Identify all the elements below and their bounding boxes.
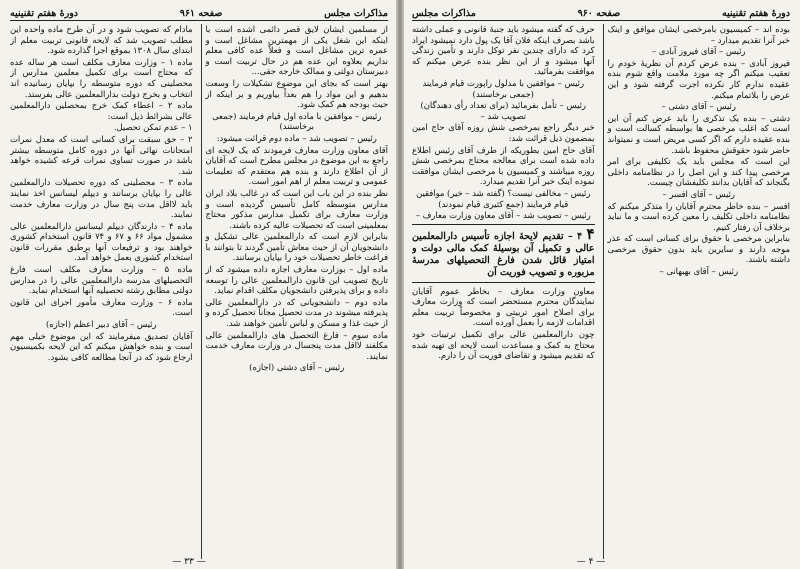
article: ماده سوم – فارغ التحصیل های دارالمعلمین عالی مکلفند لااقل مدت پنجسال در وزارت معارف خدمت نمایند. (205, 329, 388, 361)
speaker-line: رئیس – تصویب شد – ماده دوم قرائت میشود: (216, 132, 377, 143)
speaker-line: رئیس – آقای بهبهانی – (659, 266, 738, 277)
paragraph: بنابراین لازم است که دارالمعلمین عالی تشکیل و دانشجویان آن از حیث معاش تأمین گردند تا بتوانند با فراغت خاطر تحصیلات خود را بپایان برسانند. (205, 231, 388, 263)
page-header (412, 6, 790, 21)
section-marker: ۴ (586, 224, 595, 243)
article: ماده ۳ – محصلینی که دوره تحصیلات دارالمعلمین عالی را بپایان برسانند و دیپلم لیسانس اخذ نمایند باید لااقل مدت پنج سال در وزارت معارف خدمت نمایند. (10, 177, 193, 220)
header-page-number: صفحه ۹۶۰ (577, 7, 621, 19)
speaker-line: رئیس – تأمل بفرمائید (برای تعداد رأی دهندگان) تصویب شد – (420, 100, 586, 121)
page-header (10, 6, 388, 21)
page-961 (0, 0, 398, 569)
paragraph: خبر دیگر راجع بمرخصی شش روزه آقای حاج امین بمضمون ذیل قرائت شد: (412, 122, 595, 143)
header-session: دورهٔ هفتم تقنینیه (10, 7, 79, 19)
paragraph: مادام که تصویب شود و در آن طرح ماده واحده این مطلب تصویب شد که لایحه قانونی تربیت معلم از ابتدای سال ۱۳۰۸ بموقع اجرا گذارده شود. (10, 24, 193, 56)
paragraph: نظر بنده در این باب این است که در غالب بلاد ایران مدارس متوسطه کامل تأسیس گردیده است و وزارت معارف برای تکمیل مدارس مذکور محتاج بمعلمینی است که تحصیلات عالیه کرده باشند. (205, 187, 388, 230)
page-footer-number: — ۴ — (576, 557, 606, 567)
left-page-left-column (10, 24, 193, 559)
paragraph: از مسلمین ایشان لایق قصر دائمی اشده است با اینکه این شغل یکی از مهمترین مشاغل است و عمره ترین مشاغل است و فعلاً عده کافی معلم نداریم بعلاوه این عده هم در حال تربیت است و دبیرستان دولتی و ممالک خارجه حقی... (205, 24, 388, 77)
paragraph: آقای معاون وزارت معارف فرمودند که یک لایحه ای راجع به این موضوع در مجلس مطرح است که آقایان از آن اطلاع دارند و بنده هم معتقدم که تعلیمات عمومی و تربیت معلم از اهم امور است. (205, 144, 388, 187)
header-session: دورهٔ هفتم تقنینیه (721, 7, 790, 19)
speaker-line: رئیس – آقای فیروز آبادی – (652, 46, 746, 57)
article-clause: ۲ – حق سبقت برای کسانی است که معدل نمرات امتحانات نهائی آنها در دوره کامل متوسطه بیشتر باشد در صورت تساوی نمرات قرعه کشیده خواهد شد. (10, 133, 193, 176)
paragraph: آقای حاج امین بطوریکه از طرف آقای رئیس اطلاع داده شده است برای معالجه محتاج بمرخصی شش روزه میباشند و کمیسیون با مرخصی ایشان موافقت نموده اینک خبر آنرا تقدیم میدارد. (412, 144, 595, 187)
speaker-line: رئیس – موافقین با مدلول راپورت قیام فرمایند (جمعی برخاستند) (422, 77, 585, 99)
paragraph: چون دارالمعلمین عالی برای تکمیل ترتیبات خود محتاج به کمک و مساعدت است لایحه ای تهیه شده که تقدیم میشود و تقاضای فوریت آن را دارم. (412, 329, 595, 361)
article: ماده ۱ – وزارت معارف مکلف است هر ساله عده که محتاج است برای تکمیل معلمین مدارس از محصلینی که دوره متوسطه را بپایان رسانیده اند انتخاب و بخرج دولت بدارالمعلمین عالی بفرستد. (10, 56, 193, 99)
paragraph: فیروز آبادی – بنده عرض کردم آن نظریهٔ خودم را تعقیب میکنم اگر چه مورد ملامت واقع شوم بنده عقیده ندارم کار نکرده اجرت گرفته شود و این عرض را بلاتمام میکنم. (607, 57, 790, 100)
paragraph: معاون وزارت معارف – بخاطر عموم آقایان نمایندگان محترم مستحضر است که وزارت معارف برای اصلاح امور تربیتی و مخصوصاً تربیت معلم اقدامات لازمه را بعمل آورده است. (412, 285, 595, 328)
left-page-right-column (201, 24, 389, 559)
paragraph: حرف که گفته میشود باید جنبهٔ قانونی و عملی داشته باشد بصرف اینکه فلان آقا یک پول دارد نمیشود ایراد کرد که دارای چندین نفر توکل دارند و تأمین زندگی آنها میشود و از این نظر بنده عرض میکنم که موافقت بفرمائید. (412, 24, 595, 77)
paragraph: آقایان تصدیق میفرمایند که این موضوع خیلی مهم است و بنده خواهش میکنم که این لایحه بکمیسیون ارجاع شود که در آنجا مطالعه کافی بشود. (10, 330, 193, 362)
paragraph: بوده اند – کمیسیون بامرخصی ایشان موافق و اینک خبر آنرا تقدیم میدارد – (607, 24, 790, 45)
section-heading-text: ۴ – تقدیم لایحهٔ اجازه تأسیس دارالمعلمین عالی و تکمیل آن بوسیلهٔ کمک مالی دولت و امتیاز قائل شدن فارغ التحصیلهای مدرسهٔ مزبوره و تصویب فوریت آن (412, 230, 595, 278)
article: ماده دوم – دانشجویانی که در دارالمعلمین عالی پذیرفته میشوند در مدت تحصیل مجاناً تحصیل کرده و از حیث غذا و مسکن و لباس تأمین خواهند شد. (205, 296, 388, 329)
section-heading (412, 224, 595, 279)
paragraph: دشتی – بنده یک تذکری را باید عرض کنم آن این است که اغلب مرخصی ها بواسطه کسالت است و بنده عقیده دارم که اگر کسی مریض است و نمیتواند حاضر شود حقوقش محفوظ باشد. (607, 112, 790, 155)
section-divider (412, 282, 595, 283)
article: ماده ۴ – دارندگان دیپلم لیسانس دارالمعلمین عالی مشمول مواد ۶۶ و ۶۷ و ۷۴ قانون استخدام کشوری خواهند بود و ترفیعات آنها برطبق مقررات قانون استخدام کشوری بعمل خواهد آمد. (10, 220, 193, 263)
paragraph: بنابراین مرخصی با حقوق برای کسانی است که عذر موجه دارند و سایرین باید بدون حقوق مرخصی داشته باشند. (607, 233, 790, 265)
article: ماده ۶ – وزارت معارف مأمور اجرای این قانون است. (10, 296, 193, 318)
page-960 (402, 0, 800, 569)
page-footer-number: — ۳۳ — (172, 557, 206, 567)
right-page-right-column (603, 24, 791, 559)
article: ماده ۲ – اعطاء کمک خرج بمحصلین دارالمعلمین عالی بشرائط ذیل است: (10, 100, 193, 121)
speaker-line: رئیس – آقای دبیر اعظم (اجازه) (45, 319, 157, 330)
article: ماده ۵ – وزارت معارف مکلف است فارغ التحصیلهای مدرسه دارالمعلمین عالی را در مدارس دولتی مطابق رشته تحصیلیه آنها استخدام نماید. (10, 264, 193, 296)
article-clause: ۱ – عدم تمکن تحصیل. (113, 122, 193, 133)
speaker-line: رئیس – مخالفی نیست؟ (گفته شد – خیر) موافقین قیام فرمایند (جمع کثیری قیام نمودند) (416, 187, 591, 209)
right-page-left-column (412, 24, 595, 559)
speaker-line: رئیس – تصویب شد – آقای معاون وزارت معارف – (415, 210, 591, 221)
speaker-line: رئیس – آقای افسر – (662, 188, 735, 199)
speaker-line: رئیس – آقای دشتی – (661, 101, 736, 112)
section-divider (412, 224, 595, 225)
header-page-number: صفحه ۹۶۱ (179, 7, 223, 19)
paragraph: بهتر است که بجای این موضوع تشکیلات را وسعت بدهیم و این مواد را هم بعداً بیاوریم و بر اینکه از حیث بودجه هم کمک شود. (205, 77, 388, 110)
speaker-line: رئیس – آقای دشتی (اجازه) (249, 362, 345, 373)
header-title: مذاکرات مجلس (412, 7, 476, 19)
paragraph: افسر – بنده خاطر محترم آقایان را متذکر میکنم که نظامنامه داخلی تکلیف را معین کرده است و ما نباید برخلاف آن رفتار کنیم. (607, 200, 790, 232)
header-title: مذاکرات مجلس (324, 7, 388, 19)
speaker-line: رئیس – موافقین با ماده اول قیام فرمایند (جمعی برخاستند) (212, 110, 382, 132)
article: ماده اول – بوزارت معارف اجازه داده میشود که از تاریخ تصویب این قانون دارالمعلمین عالی را توسعه داده و برای پذیرفتن دانشجویان مکلف اقدام نماید. (205, 264, 388, 296)
paragraph: این است که مجلس باید یک تکلیفی برای امر مرخصی پیدا کند و این اصل را در نظامنامه داخلی بگنجاند که آقایان بدانند تکلیفشان چیست. (607, 156, 790, 188)
